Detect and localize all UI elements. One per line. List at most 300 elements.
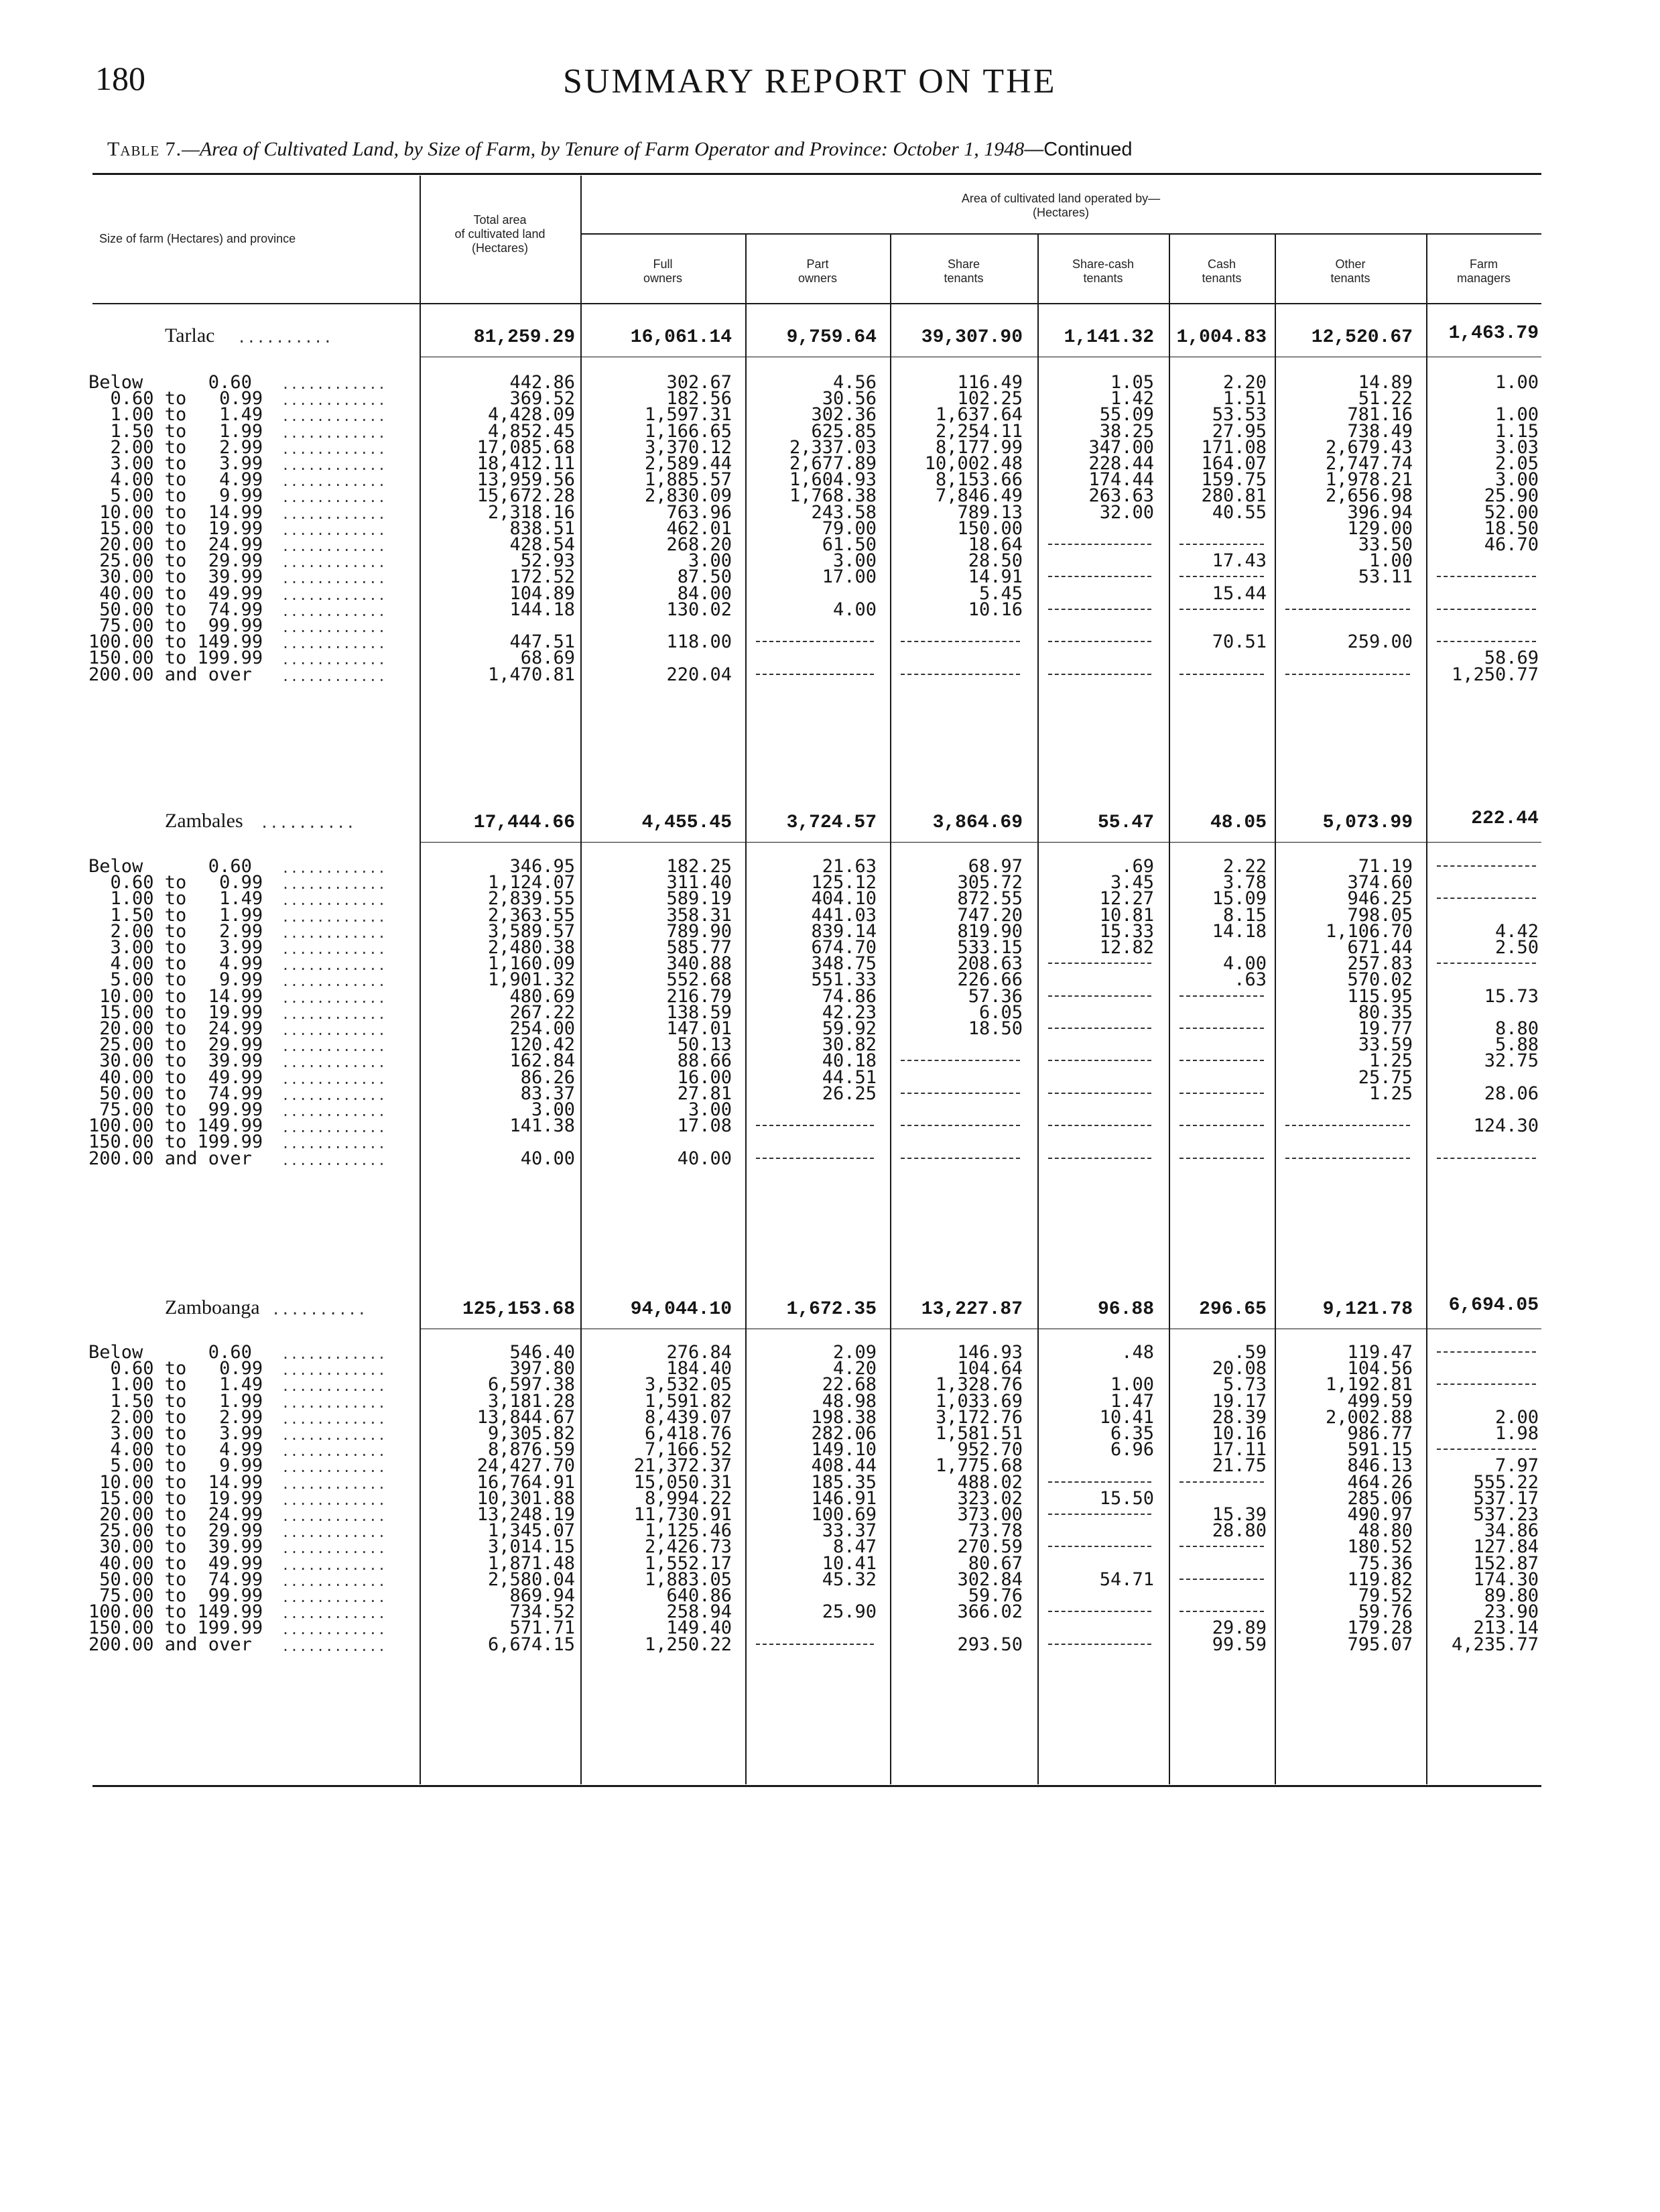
size-class-label: 40.00 to 49.99 <box>88 1066 263 1088</box>
table-cell: 839.14 <box>811 920 877 942</box>
table-cell: 838.51 <box>509 517 575 539</box>
header-bottom-rule <box>92 303 1541 304</box>
column-rule <box>1169 235 1170 1784</box>
table-cell: 2,254.11 <box>935 420 1023 442</box>
table-bottom-rule <box>92 1785 1541 1787</box>
table-cell: 3.00 <box>1494 469 1539 491</box>
table-cell: 2,830.09 <box>644 485 732 507</box>
empty-cell-leader <box>1179 1158 1264 1159</box>
size-class-label: 0.60 to 0.99 <box>88 1358 263 1379</box>
table-cell: 293.50 <box>957 1634 1023 1655</box>
table-cell: 5.88 <box>1494 1034 1539 1056</box>
empty-cell-leader <box>1179 576 1264 577</box>
province-total: 222.44 <box>1471 808 1539 829</box>
table-cell: 40.18 <box>822 1050 877 1072</box>
table-title: —Area of Cultivated Land, by Size of Farm, by Tenure of Farm Operator and Province: October 1, 1948 <box>182 138 1025 160</box>
size-class-label: 30.00 to 39.99 <box>88 566 263 588</box>
size-class-label: 1.00 to 1.49 <box>88 404 263 426</box>
leader-dots: ............ <box>281 1556 387 1573</box>
table-cell: 570.02 <box>1347 969 1413 991</box>
leader-dots: ............ <box>281 957 387 974</box>
table-cell: .69 <box>1121 856 1154 877</box>
table-cell: 4.42 <box>1494 920 1539 942</box>
table-cell: .59 <box>1234 1342 1267 1363</box>
table-cell: 8.15 <box>1222 904 1267 926</box>
table-cell: .48 <box>1121 1342 1154 1363</box>
table-cell: 68.69 <box>520 648 575 669</box>
table-cell: 789.13 <box>957 501 1023 523</box>
empty-cell-leader <box>1048 1125 1151 1126</box>
table-cell: 40.00 <box>677 1148 732 1169</box>
empty-cell-leader <box>1285 674 1410 675</box>
province-total: 39,307.90 <box>921 327 1023 348</box>
empty-cell-leader <box>901 674 1020 675</box>
table-cell: 10,301.88 <box>476 1487 575 1509</box>
table-cell: 302.84 <box>957 1569 1023 1590</box>
empty-cell-leader <box>1437 1449 1536 1450</box>
table-cell: 447.51 <box>509 631 575 653</box>
leader-dots: ............ <box>281 1362 387 1379</box>
size-class-label: 200.00 and over <box>88 664 252 685</box>
size-class-label: Below 0.60 <box>88 1342 252 1363</box>
table-cell: 555.22 <box>1473 1471 1539 1493</box>
table-cell: 15.39 <box>1212 1504 1267 1525</box>
leader-dots: ............ <box>281 892 387 909</box>
size-class-label: 20.00 to 24.99 <box>88 1504 263 1525</box>
table-cell: 216.79 <box>666 985 732 1007</box>
table-cell: 1.00 <box>1368 550 1413 572</box>
province-total: 9,759.64 <box>786 327 877 348</box>
empty-cell-leader <box>1437 641 1536 642</box>
size-class-label: 25.00 to 29.99 <box>88 550 263 572</box>
table-cell: 28.50 <box>968 550 1023 572</box>
size-class-label: 5.00 to 9.99 <box>88 969 263 991</box>
empty-cell-leader <box>1048 1158 1151 1159</box>
table-cell: 302.36 <box>811 404 877 426</box>
table-cell: 946.25 <box>1347 888 1413 910</box>
table-cell: 1,775.68 <box>935 1455 1023 1477</box>
leader-dots: ............ <box>281 1378 387 1395</box>
table-cell: 28.39 <box>1212 1406 1267 1428</box>
leader-dots: ............ <box>281 1573 387 1589</box>
column-header: Part <box>806 257 829 271</box>
table-cell: 40.00 <box>520 1148 575 1169</box>
size-class-label: 20.00 to 24.99 <box>88 534 263 555</box>
table-cell: 71.19 <box>1358 856 1413 877</box>
size-class-label: 200.00 and over <box>88 1148 252 1169</box>
empty-cell-leader <box>1048 1481 1151 1483</box>
province-total: 17,444.66 <box>473 812 575 833</box>
table-cell: 21,372.37 <box>633 1455 732 1477</box>
empty-cell-leader <box>1437 1351 1536 1353</box>
table-cell: 79.00 <box>822 517 877 539</box>
table-cell: 147.01 <box>666 1018 732 1039</box>
table-cell: 552.68 <box>666 969 732 991</box>
leader-dots: ............ <box>281 941 387 957</box>
empty-cell-leader <box>901 1093 1020 1094</box>
table-cell: 119.82 <box>1347 1569 1413 1590</box>
table-cell: 280.81 <box>1201 485 1267 507</box>
table-cell: 174.30 <box>1473 1569 1539 1590</box>
running-head: SUMMARY REPORT ON THE <box>563 62 1057 101</box>
size-class-label: 15.00 to 19.99 <box>88 517 263 539</box>
table-cell: 15.44 <box>1212 582 1267 604</box>
table-cell: 13,844.67 <box>476 1406 575 1428</box>
leader-dots: ............ <box>281 668 387 684</box>
leader-dots: ............ <box>281 473 387 490</box>
table-cell: 533.15 <box>957 937 1023 958</box>
table-cell: 185.35 <box>811 1471 877 1493</box>
table-cell: 1,637.64 <box>935 404 1023 426</box>
table-cell: 285.06 <box>1347 1487 1413 1509</box>
table-cell: 146.93 <box>957 1342 1023 1363</box>
size-class-label: 75.00 to 99.99 <box>88 615 263 636</box>
leader-dots: ............ <box>281 1638 387 1654</box>
province-total: 94,044.10 <box>630 1299 732 1320</box>
table-cell: 2,656.98 <box>1325 485 1413 507</box>
table-cell: 763.96 <box>666 501 732 523</box>
table-cell: 25.90 <box>822 1601 877 1623</box>
leader-dots: ............ <box>281 424 387 441</box>
table-cell: 268.20 <box>666 534 732 555</box>
table-cell: 4.00 <box>1222 953 1267 975</box>
column-header: tenants <box>1202 271 1242 285</box>
table-cell: 1.98 <box>1494 1423 1539 1444</box>
leader-dots: ............ <box>281 505 387 522</box>
table-cell: 537.23 <box>1473 1504 1539 1525</box>
table-cell: 19.17 <box>1212 1390 1267 1412</box>
table-cell: 428.54 <box>509 534 575 555</box>
empty-cell-leader <box>1048 674 1151 675</box>
table-cell: 738.49 <box>1347 420 1413 442</box>
column-rule <box>745 235 747 1784</box>
table-cell: 305.72 <box>957 872 1023 894</box>
table-cell: 282.06 <box>811 1423 877 1444</box>
table-cell: 3.00 <box>688 550 732 572</box>
table-cell: 7,166.52 <box>644 1439 732 1461</box>
column-header: Cash <box>1207 257 1236 271</box>
column-rule <box>1037 235 1039 1784</box>
column-header: owners <box>797 271 838 285</box>
table-cell: 226.66 <box>957 969 1023 991</box>
table-cell: 263.63 <box>1088 485 1154 507</box>
table-cell: 276.84 <box>666 1342 732 1363</box>
table-cell: 120.42 <box>509 1034 575 1056</box>
table-cell: 102.25 <box>957 388 1023 410</box>
size-class-label: 3.00 to 3.99 <box>88 937 263 958</box>
table-cell: 6,674.15 <box>487 1634 575 1655</box>
empty-cell-leader <box>901 641 1020 642</box>
table-cell: 6.05 <box>978 1001 1023 1023</box>
table-cell: 141.38 <box>509 1115 575 1137</box>
table-cell: 104.64 <box>957 1358 1023 1379</box>
table-cell: 228.44 <box>1088 453 1154 474</box>
table-cell: 302.67 <box>666 372 732 393</box>
leader-dots: ............ <box>281 973 387 990</box>
leader-dots: ............ <box>281 908 387 925</box>
table-cell: 115.95 <box>1347 985 1413 1007</box>
table-cell: 146.91 <box>811 1487 877 1509</box>
table-cell: 16.00 <box>677 1066 732 1088</box>
province-total: 125,153.68 <box>462 1299 575 1320</box>
size-class-label: 50.00 to 74.99 <box>88 1569 263 1590</box>
table-cell: 104.89 <box>509 582 575 604</box>
table-cell: 243.58 <box>811 501 877 523</box>
empty-cell-leader <box>1285 1158 1410 1159</box>
table-cell: 442.86 <box>509 372 575 393</box>
table-cell: 625.85 <box>811 420 877 442</box>
table-cell: 1,871.48 <box>487 1552 575 1574</box>
table-cell: 27.81 <box>677 1083 732 1104</box>
leader-dots: ............ <box>281 860 387 876</box>
table-cell: 21.75 <box>1212 1455 1267 1477</box>
table-cell: 1,597.31 <box>644 404 732 426</box>
province-total: 12,520.67 <box>1311 327 1413 348</box>
table-cell: 21.63 <box>822 856 877 877</box>
table-cell: 11,730.91 <box>633 1504 732 1525</box>
table-cell: 16,764.91 <box>476 1471 575 1493</box>
table-cell: 182.56 <box>666 388 732 410</box>
leader-dots: ............ <box>281 635 387 652</box>
table-cell: 2,679.43 <box>1325 436 1413 458</box>
table-cell: 45.32 <box>822 1569 877 1590</box>
size-class-label: Below 0.60 <box>88 372 252 393</box>
size-class-label: 3.00 to 3.99 <box>88 1423 263 1444</box>
table-cell: 12.27 <box>1099 888 1154 910</box>
size-class-label: 100.00 to 149.99 <box>88 631 263 653</box>
table-cell: 116.49 <box>957 372 1023 393</box>
empty-cell-leader <box>1179 1093 1264 1094</box>
column-header: Other <box>1335 257 1366 271</box>
table-cell: 1,124.07 <box>487 872 575 894</box>
spanner-header: Area of cultivated land operated by— <box>961 192 1161 205</box>
table-cell: 1,901.32 <box>487 969 575 991</box>
table-cell: 159.75 <box>1201 469 1267 491</box>
table-cell: 348.75 <box>811 953 877 975</box>
table-cell: 408.44 <box>811 1455 877 1477</box>
total-area-header: of cultivated land <box>454 227 546 241</box>
table-cell: 373.00 <box>957 1504 1023 1525</box>
province-total: 3,724.57 <box>786 812 877 833</box>
table-continued: —Continued <box>1024 139 1133 160</box>
size-class-label: 10.00 to 14.99 <box>88 501 263 523</box>
table-cell: 1,978.21 <box>1325 469 1413 491</box>
table-cell: 5.73 <box>1222 1374 1267 1396</box>
table-cell: 480.69 <box>509 985 575 1007</box>
table-cell: 2.09 <box>832 1342 877 1363</box>
table-cell: 10.41 <box>1099 1406 1154 1428</box>
table-cell: 9,305.82 <box>487 1423 575 1444</box>
table-cell: 258.94 <box>666 1601 732 1623</box>
table-cell: 734.52 <box>509 1601 575 1623</box>
table-cell: 26.25 <box>822 1083 877 1104</box>
table-cell: 5.45 <box>978 582 1023 604</box>
column-header: owners <box>643 271 683 285</box>
province-leader-dots: .......... <box>271 1302 367 1318</box>
province-name: Zambales <box>165 810 243 832</box>
table-cell: 59.92 <box>822 1018 877 1039</box>
table-cell: 100.69 <box>811 1504 877 1525</box>
table-cell: 8,439.07 <box>644 1406 732 1428</box>
table-cell: 4,428.09 <box>487 404 575 426</box>
table-cell: 2,480.38 <box>487 937 575 958</box>
table-cell: 3.03 <box>1494 436 1539 458</box>
table-cell: 254.00 <box>509 1018 575 1039</box>
empty-cell-leader <box>1437 576 1536 577</box>
empty-cell-leader <box>1048 995 1151 997</box>
size-class-label: 40.00 to 49.99 <box>88 1552 263 1574</box>
table-cell: 10,002.48 <box>924 453 1023 474</box>
table-cell: 33.50 <box>1358 534 1413 555</box>
table-cell: 179.28 <box>1347 1617 1413 1639</box>
table-cell: 441.03 <box>811 904 877 926</box>
table-cell: 30.56 <box>822 388 877 410</box>
table-cell: 3,172.76 <box>935 1406 1023 1428</box>
table-cell: 130.02 <box>666 599 732 620</box>
table-cell: 1.15 <box>1494 420 1539 442</box>
empty-cell-leader <box>756 674 874 675</box>
table-cell: 198.38 <box>811 1406 877 1428</box>
table-cell: 52.93 <box>520 550 575 572</box>
table-cell: 1,581.51 <box>935 1423 1023 1444</box>
table-cell: 73.78 <box>968 1520 1023 1542</box>
table-cell: 61.50 <box>822 534 877 555</box>
province-rule <box>420 842 1541 843</box>
table-cell: 8.80 <box>1494 1018 1539 1039</box>
province-leader-dots: .......... <box>260 815 356 832</box>
table-cell: 30.82 <box>822 1034 877 1056</box>
province-total: 16,061.14 <box>630 327 732 348</box>
table-cell: 17.11 <box>1212 1439 1267 1461</box>
table-cell: 10.16 <box>1212 1423 1267 1444</box>
table-cell: 24,427.70 <box>476 1455 575 1477</box>
table-cell: 671.44 <box>1347 937 1413 958</box>
table-cell: 2,677.89 <box>789 453 877 474</box>
table-cell: 53.11 <box>1358 566 1413 588</box>
table-cell: 488.02 <box>957 1471 1023 1493</box>
table-cell: 2,318.16 <box>487 501 575 523</box>
leader-dots: ............ <box>281 489 387 506</box>
table-cell: 2.05 <box>1494 453 1539 474</box>
empty-cell-leader <box>1048 1644 1151 1645</box>
province-total: 81,259.29 <box>473 327 575 348</box>
table-cell: 7.97 <box>1494 1455 1539 1477</box>
size-class-label: 15.00 to 19.99 <box>88 1001 263 1023</box>
table-cell: 259.00 <box>1347 631 1413 653</box>
table-cell: 55.09 <box>1099 404 1154 426</box>
table-cell: 15.33 <box>1099 920 1154 942</box>
province-total: 48.05 <box>1210 812 1267 833</box>
table-cell: 15.09 <box>1212 888 1267 910</box>
table-cell: 50.13 <box>677 1034 732 1056</box>
province-total: 96.88 <box>1097 1299 1154 1320</box>
empty-cell-leader <box>1048 641 1151 642</box>
table-cell: 464.26 <box>1347 1471 1413 1493</box>
table-cell: 15,672.28 <box>476 485 575 507</box>
leader-dots: ............ <box>281 440 387 457</box>
table-cell: 1,328.76 <box>935 1374 1023 1396</box>
table-cell: 184.40 <box>666 1358 732 1379</box>
table-cell: 397.80 <box>509 1358 575 1379</box>
leader-dots: ............ <box>281 1346 387 1362</box>
size-class-label: 1.50 to 1.99 <box>88 420 263 442</box>
empty-cell-leader <box>1179 1028 1264 1029</box>
total-area-header: (Hectares) <box>471 241 528 255</box>
table-cell: 8,994.22 <box>644 1487 732 1509</box>
leader-dots: ............ <box>281 1475 387 1492</box>
table-cell: 13,959.56 <box>476 469 575 491</box>
table-cell: 171.08 <box>1201 436 1267 458</box>
table-cell: 42.23 <box>822 1001 877 1023</box>
table-cell: 75.36 <box>1358 1552 1413 1574</box>
table-cell: 346.95 <box>509 856 575 877</box>
table-cell: 174.44 <box>1088 469 1154 491</box>
table-cell: 34.86 <box>1484 1520 1539 1542</box>
table-cell: 1,033.69 <box>935 1390 1023 1412</box>
empty-cell-leader <box>1048 544 1151 545</box>
table-cell: 1,470.81 <box>487 664 575 685</box>
leader-dots: ............ <box>281 1070 387 1087</box>
table-cell: 1,885.57 <box>644 469 732 491</box>
province-total: 1,463.79 <box>1448 323 1539 344</box>
table-cell: 2,839.55 <box>487 888 575 910</box>
size-class-label: Below 0.60 <box>88 856 252 877</box>
size-class-label: 20.00 to 24.99 <box>88 1018 263 1039</box>
empty-cell-leader <box>1048 576 1151 577</box>
table-cell: 404.10 <box>811 888 877 910</box>
column-rule <box>1426 235 1427 1784</box>
table-cell: 1,125.46 <box>644 1520 732 1542</box>
table-cell: 86.26 <box>520 1066 575 1088</box>
table-cell: 162.84 <box>509 1050 575 1072</box>
table-cell: 396.94 <box>1347 501 1413 523</box>
table-cell: 795.07 <box>1347 1634 1413 1655</box>
table-cell: 1,591.82 <box>644 1390 732 1412</box>
size-class-label: 2.00 to 2.99 <box>88 1406 263 1428</box>
table-cell: 3,532.05 <box>644 1374 732 1396</box>
table-cell: 267.22 <box>509 1001 575 1023</box>
leader-dots: ............ <box>281 376 387 392</box>
table-cell: 3,181.28 <box>487 1390 575 1412</box>
table-cell: 8,153.66 <box>935 469 1023 491</box>
empty-cell-leader <box>1179 1579 1264 1580</box>
empty-cell-leader <box>1179 1060 1264 1061</box>
table-cell: 164.07 <box>1201 453 1267 474</box>
table-cell: 1,552.17 <box>644 1552 732 1574</box>
empty-cell-leader <box>756 1125 874 1126</box>
table-cell: 27.95 <box>1212 420 1267 442</box>
table-cell: 462.01 <box>666 517 732 539</box>
column-rule <box>890 235 891 1784</box>
size-class-label: 1.50 to 1.99 <box>88 1390 263 1412</box>
leader-dots: ............ <box>281 603 387 619</box>
size-class-label: 100.00 to 149.99 <box>88 1601 263 1623</box>
table-cell: 2.00 <box>1494 1406 1539 1428</box>
column-header: managers <box>1456 271 1511 285</box>
size-class-label: 150.00 to 199.99 <box>88 648 263 669</box>
table-cell: 32.75 <box>1484 1050 1539 1072</box>
size-class-label: 10.00 to 14.99 <box>88 1471 263 1493</box>
table-cell: 79.52 <box>1358 1585 1413 1606</box>
empty-cell-leader <box>1048 609 1151 610</box>
leader-dots: ............ <box>281 1524 387 1541</box>
province-name: Tarlac <box>165 324 215 347</box>
table-cell: 32.00 <box>1099 501 1154 523</box>
table-cell: 119.47 <box>1347 1342 1413 1363</box>
table-cell: 10.16 <box>968 599 1023 620</box>
size-class-label: 0.60 to 0.99 <box>88 872 263 894</box>
table-cell: 213.14 <box>1473 1617 1539 1639</box>
